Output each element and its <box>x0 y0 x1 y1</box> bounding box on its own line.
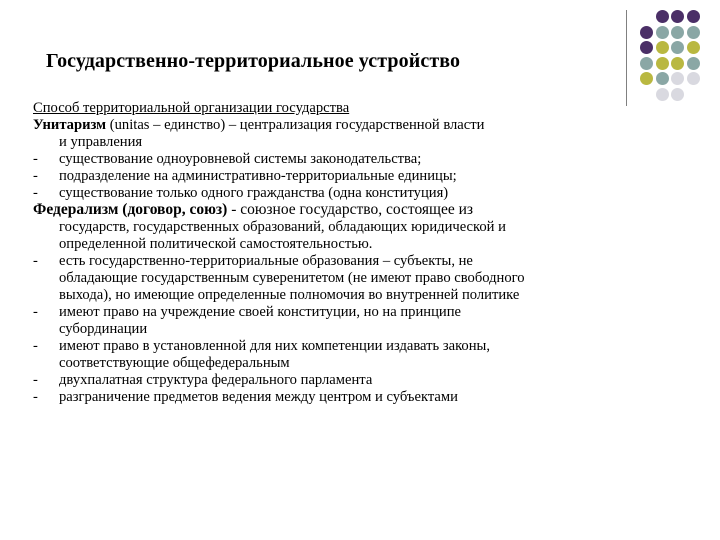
dash-bullet: - <box>33 151 38 167</box>
decorative-dot <box>671 26 684 39</box>
decorative-dot <box>671 72 684 85</box>
list-item <box>33 389 633 406</box>
list-item-text: есть государственно-территориальные образования – субъекты, не <box>59 253 473 269</box>
slide-body <box>33 100 633 406</box>
dash-bullet: - <box>33 389 38 405</box>
list-item-continued: обладающие государственным суверенитетом (не имеют право свободного <box>59 270 525 286</box>
decorative-dot <box>687 10 700 23</box>
decorative-dot <box>671 57 684 70</box>
unitarism-definition-continued: и управления <box>59 134 143 150</box>
decorative-dot <box>656 57 669 70</box>
dash-bullet: - <box>33 168 38 184</box>
list-item-continued: выхода), но имеющие определенные полномочия во внутренней политике <box>59 287 520 303</box>
decorative-dot <box>671 88 684 101</box>
list-item-text: двухпалатная структура федерального парламента <box>59 372 373 388</box>
page-title: Государственно-территориальное устройство <box>46 50 461 72</box>
federalism-term: Федерализм (договор, союз) <box>33 201 228 218</box>
decorative-dot <box>687 41 700 54</box>
decorative-dot <box>640 57 653 70</box>
decorative-dot <box>656 72 669 85</box>
decorative-dot <box>687 57 700 70</box>
unitarism-term: Унитаризм <box>33 117 107 133</box>
federalism-definition-continued: определенной политической самостоятельностью. <box>59 236 373 252</box>
federalism-definition-continued: государств, государственных образований, обладающих юридической и <box>59 219 506 235</box>
dash-bullet: - <box>33 304 38 320</box>
list-item-continued: субординации <box>59 321 148 337</box>
list-item-text: подразделение на административно-территориальные единицы; <box>59 168 457 184</box>
federalism-definition-text: - союзное государство, состоящее из <box>227 201 474 218</box>
section-heading: Способ территориальной организации государства <box>33 100 350 116</box>
dash-bullet: - <box>33 372 38 388</box>
decorative-dot <box>671 41 684 54</box>
decorative-dot <box>687 72 700 85</box>
list-item <box>33 185 633 202</box>
decorative-dot <box>656 26 669 39</box>
decorative-dot <box>656 10 669 23</box>
unitarism-definition <box>33 117 633 134</box>
decorative-dot <box>640 72 653 85</box>
list-item <box>33 338 633 355</box>
federalism-definition <box>33 202 633 219</box>
list-item-text: имеют право на учреждение своей конституции, но на принципе <box>59 304 461 320</box>
decorative-dot <box>671 10 684 23</box>
list-item-text: существование только одного гражданства (одна конституция) <box>59 185 449 201</box>
list-item <box>33 253 633 270</box>
unitarism-definition-text: (unitas – единство) – централизация государственной власти <box>106 117 485 133</box>
dash-bullet: - <box>33 253 38 269</box>
list-item-text: существование одноуровневой системы законодательства; <box>59 151 422 167</box>
list-item <box>33 151 633 168</box>
dash-bullet: - <box>33 338 38 354</box>
decorative-dot <box>656 88 669 101</box>
decorative-dot <box>687 26 700 39</box>
list-item-continued: соответствующие общефедеральным <box>59 355 290 371</box>
list-item-text: разграничение предметов ведения между центром и субъектами <box>59 389 458 405</box>
list-item <box>33 168 633 185</box>
list-item-text: имеют право в установленной для них компетенции издавать законы, <box>59 338 490 354</box>
decorative-dot <box>640 41 653 54</box>
dash-bullet: - <box>33 185 38 201</box>
decorative-dot <box>640 26 653 39</box>
list-item <box>33 372 633 389</box>
title-divider <box>626 10 627 106</box>
list-item <box>33 304 633 321</box>
decorative-dot <box>656 41 669 54</box>
